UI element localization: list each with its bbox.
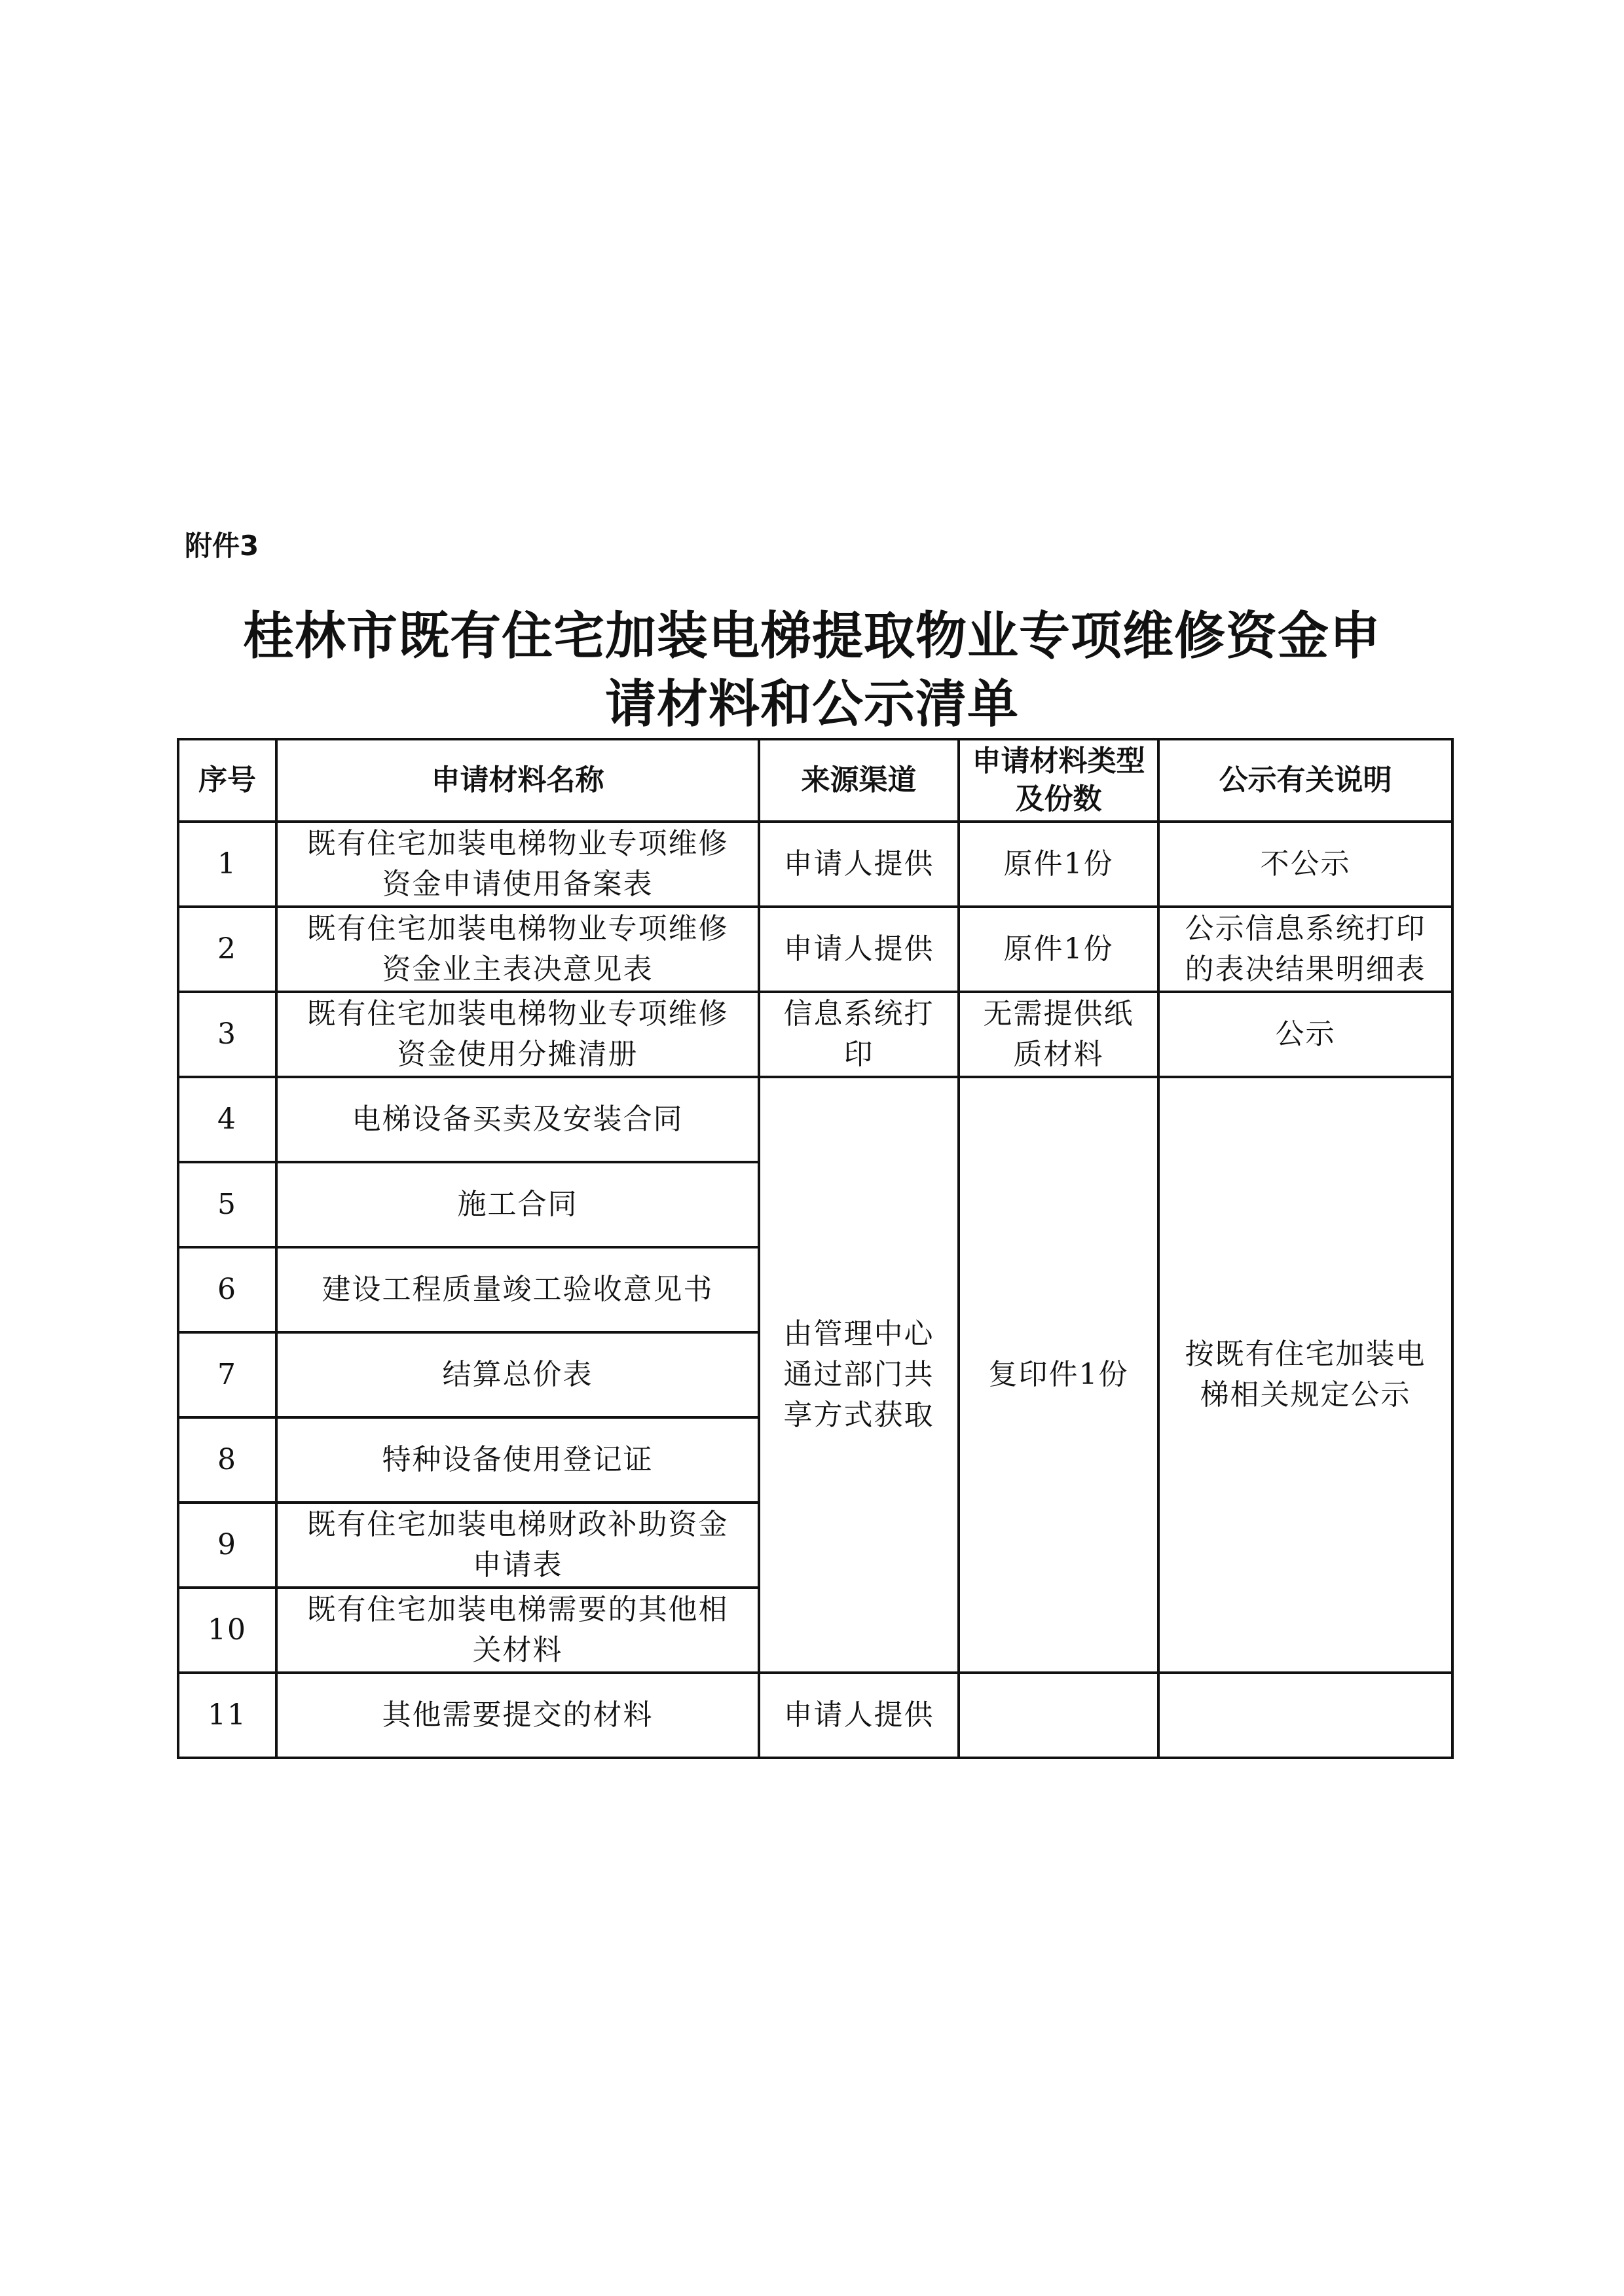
- table-header-row: [178, 739, 1452, 822]
- cell-seq: 4: [178, 1077, 276, 1162]
- cell-material-name: [276, 907, 759, 992]
- cell-material-name: [276, 822, 759, 907]
- cell-material-name: [276, 992, 759, 1077]
- cell-material-name: 电梯设备买卖及安装合同: [276, 1077, 759, 1162]
- document-title-line-2: 请材料和公示清单: [604, 675, 1019, 734]
- cell-material-name: 施工合同: [276, 1162, 759, 1247]
- table-row: [178, 1077, 1452, 1162]
- cell-text-line: 无需提供纸: [983, 997, 1134, 1030]
- table-row: [178, 822, 1452, 907]
- cell-public-note: [1158, 907, 1452, 992]
- materials-table: [177, 738, 1454, 1759]
- cell-seq: 10: [178, 1588, 276, 1673]
- header-material-type-line-1: 申请材料类型: [972, 744, 1145, 778]
- cell-text-line: 梯相关规定公示: [1200, 1378, 1411, 1412]
- table-row: [178, 907, 1452, 992]
- cell-merged-public-note: [1158, 1077, 1452, 1673]
- cell-seq: 7: [178, 1332, 276, 1417]
- header-material-name: 申请材料名称: [276, 739, 759, 822]
- cell-text-line: 资金业主表决意见表: [382, 953, 654, 986]
- cell-source: 申请人提供: [759, 1673, 959, 1758]
- cell-material-type: [959, 992, 1158, 1077]
- header-source: 来源渠道: [759, 739, 959, 822]
- cell-text-line: 印: [843, 1038, 874, 1071]
- cell-seq: 2: [178, 907, 276, 992]
- cell-seq: 1: [178, 822, 276, 907]
- cell-text-line: 既有住宅加装电梯需要的其他相: [306, 1593, 729, 1626]
- header-material-type-line-2: 及份数: [1015, 782, 1102, 816]
- cell-text-line: 通过部门共: [783, 1358, 934, 1391]
- cell-text-line: 资金申请使用备案表: [382, 867, 654, 901]
- cell-text-line: 既有住宅加装电梯物业专项维修: [306, 997, 729, 1030]
- cell-material-type: 原件1份: [959, 907, 1158, 992]
- document-title-line-1: 桂林市既有住宅加装电梯提取物业专项维修资金申: [242, 607, 1381, 666]
- cell-text-line: 既有住宅加装电梯财政补助资金: [306, 1508, 729, 1541]
- table-row: [178, 1673, 1452, 1758]
- cell-text-line: 公示信息系统打印: [1185, 912, 1426, 945]
- cell-text-line: 关材料: [472, 1633, 563, 1667]
- header-seq: 序号: [178, 739, 276, 822]
- cell-public-note: 不公示: [1158, 822, 1452, 907]
- cell-seq: 5: [178, 1162, 276, 1247]
- cell-material-name: 特种设备使用登记证: [276, 1417, 759, 1503]
- cell-text-line: 按既有住宅加装电: [1185, 1338, 1426, 1371]
- cell-text-line: 既有住宅加装电梯物业专项维修: [306, 912, 729, 945]
- cell-material-name: [276, 1588, 759, 1673]
- cell-merged-source: [759, 1077, 959, 1673]
- header-material-type: [959, 739, 1158, 822]
- cell-text-line: 申请表: [472, 1548, 563, 1582]
- cell-source: [759, 992, 959, 1077]
- cell-material-type: 原件1份: [959, 822, 1158, 907]
- header-public-note: 公示有关说明: [1158, 739, 1452, 822]
- cell-material-name: 结算总价表: [276, 1332, 759, 1417]
- table-row: [178, 992, 1452, 1077]
- cell-text-line: 资金使用分摊清册: [397, 1038, 638, 1071]
- cell-material-name: [276, 1503, 759, 1588]
- cell-text-line: 既有住宅加装电梯物业专项维修: [306, 827, 729, 860]
- cell-public-note: [1158, 1673, 1452, 1758]
- cell-seq: 11: [178, 1673, 276, 1758]
- cell-text-line: 质材料: [1013, 1038, 1104, 1071]
- cell-material-name: 建设工程质量竣工验收意见书: [276, 1247, 759, 1332]
- cell-text-line: 的表决结果明细表: [1185, 953, 1426, 986]
- cell-material-type: [959, 1673, 1158, 1758]
- cell-public-note: 公示: [1158, 992, 1452, 1077]
- cell-seq: 3: [178, 992, 276, 1077]
- cell-merged-material-type: 复印件1份: [959, 1077, 1158, 1673]
- attachment-label: 附件3: [185, 530, 259, 562]
- document-title: [131, 602, 1493, 738]
- cell-seq: 6: [178, 1247, 276, 1332]
- cell-seq: 8: [178, 1417, 276, 1503]
- cell-source: 申请人提供: [759, 907, 959, 992]
- cell-text-line: 享方式获取: [783, 1398, 934, 1432]
- cell-seq: 9: [178, 1503, 276, 1588]
- cell-source: 申请人提供: [759, 822, 959, 907]
- cell-text-line: 信息系统打: [783, 997, 934, 1030]
- cell-material-name: 其他需要提交的材料: [276, 1673, 759, 1758]
- cell-text-line: 由管理中心: [783, 1317, 934, 1351]
